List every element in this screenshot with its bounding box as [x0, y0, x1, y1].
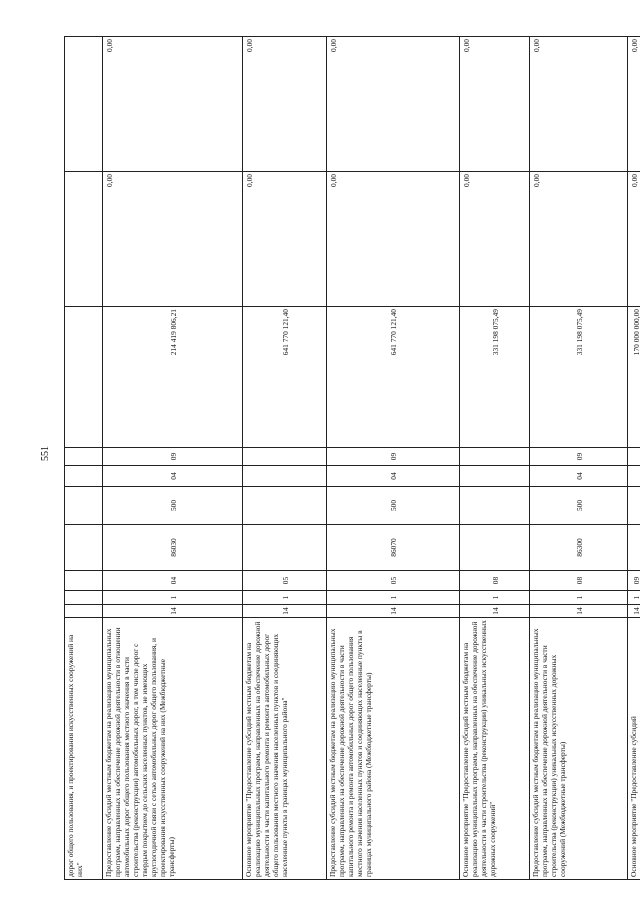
cell-name: Основное мероприятие "Предоставление субсидий [628, 618, 640, 880]
cell-s1: 641 770 121,40 [327, 307, 460, 448]
cell-c6 [628, 466, 640, 487]
cell-c2: 1 [327, 591, 460, 605]
cell-s3: 0,00 [243, 36, 327, 172]
cell-c3: 05 [327, 571, 460, 591]
cell-c4: 86030 [103, 525, 243, 571]
cell-c6 [460, 466, 530, 487]
cell-c7 [243, 448, 327, 466]
cell-c4 [460, 525, 530, 571]
cell-c6: 04 [530, 466, 628, 487]
cell-c6 [243, 466, 327, 487]
cell-c2: 1 [460, 591, 530, 605]
cell-s2: 0,00 [243, 172, 327, 307]
cell-c4 [628, 525, 640, 571]
cell-c2: 1 [243, 591, 327, 605]
cell-name: дорог общего пользования, и проектирования искусственных сооружений на них" [65, 618, 103, 880]
cell-name: Предоставление субсидий местным бюджетам на реализацию муниципальных программ, направленных на обеспечение дорожной деятельности в части капитального ремонта и ремонта автомобильных дорог общего пользования местного значения населенных пунктов и соединяющих населенные пункты в границах муниципального района (Межбюджетные трансферты) [327, 618, 460, 880]
cell-s3: 0,00 [628, 36, 640, 172]
cell-s1: 331 198 075,49 [460, 307, 530, 448]
cell-s2: 0,00 [460, 172, 530, 307]
table-row [64, 36, 103, 880]
cell-s1: 170 000 000,00 [628, 307, 640, 448]
cell-c2: 1 [103, 591, 243, 605]
cell-s2: 0,00 [530, 172, 628, 307]
cell-c5 [628, 487, 640, 525]
cell-c1: 14 [530, 605, 628, 618]
cell-c3: 09 [628, 571, 640, 591]
cell-c1: 14 [243, 605, 327, 618]
cell-c3 [65, 571, 103, 591]
cell-c3: 04 [103, 571, 243, 591]
cell-c6 [65, 466, 103, 487]
cell-c3: 08 [530, 571, 628, 591]
cell-name: Предоставление субсидий местным бюджетам на реализацию муниципальных программ, направленных на обеспечение дорожной деятельности в отношении автомобильных дорог общего пользования местного значения в части строительства (реконструкции) автомобильных дорог, в том числе дорог с твердым покрытием до сельских населенных пунктов, не имеющих круглогодичной связи с сетью автомобильных дорог общего пользования, и проектирования искусственных сооружений на них (Межбюджетные трансферты) [103, 618, 243, 880]
table-row [529, 36, 628, 880]
page-number [40, 445, 51, 461]
cell-c2: 1 [628, 591, 640, 605]
cell-name: Основное мероприятие "Предоставление субсидий местным бюджетам на реализацию муниципальных программ, направленных на обеспечение дорожной деятельности в части строительства (реконструкции) уникальных искусственных дорожных сооружений" [460, 618, 530, 880]
table-row [459, 36, 530, 880]
cell-c1 [65, 605, 103, 618]
cell-c7 [628, 448, 640, 466]
cell-c5: 500 [530, 487, 628, 525]
cell-c5 [65, 487, 103, 525]
cell-s2: 0,00 [628, 172, 640, 307]
cell-c4 [243, 525, 327, 571]
cell-s1: 214 419 806,21 [103, 307, 243, 448]
cell-c3: 05 [243, 571, 327, 591]
cell-s3 [65, 36, 103, 172]
cell-c6: 04 [327, 466, 460, 487]
cell-s2 [65, 172, 103, 307]
cell-s2: 0,00 [103, 172, 243, 307]
table-row [326, 36, 460, 880]
cell-c7 [65, 448, 103, 466]
cell-name: Предоставление субсидий местным бюджетам на реализацию муниципальных программ, направленных на обеспечение дорожной деятельности в части строительства (реконструкции) уникальных искусственных дорожных сооружений (Межбюджетные трансферты) [530, 618, 628, 880]
cell-c7: 09 [530, 448, 628, 466]
cell-s3: 0,00 [460, 36, 530, 172]
cell-c4: 86070 [327, 525, 460, 571]
cell-s3: 0,00 [103, 36, 243, 172]
cell-s2: 0,00 [327, 172, 460, 307]
cell-c5 [243, 487, 327, 525]
cell-c7: 09 [327, 448, 460, 466]
cell-c1: 14 [460, 605, 530, 618]
cell-c2: 1 [530, 591, 628, 605]
cell-s1: 331 198 075,49 [530, 307, 628, 448]
cell-c1: 14 [327, 605, 460, 618]
cell-c2 [65, 591, 103, 605]
cell-c3: 08 [460, 571, 530, 591]
table-row [242, 36, 327, 880]
cell-c5 [460, 487, 530, 525]
cell-c7 [460, 448, 530, 466]
cell-c5: 500 [103, 487, 243, 525]
table-row [627, 36, 640, 880]
cell-s3: 0,00 [530, 36, 628, 172]
cell-c1: 14 [103, 605, 243, 618]
cell-s1: 641 770 121,40 [243, 307, 327, 448]
cell-s3: 0,00 [327, 36, 460, 172]
cell-s1 [65, 307, 103, 448]
cell-c5: 500 [327, 487, 460, 525]
cell-c1: 14 [628, 605, 640, 618]
page-number-text: 551 [40, 445, 51, 461]
cell-c4: 86300 [530, 525, 628, 571]
cell-c6: 04 [103, 466, 243, 487]
cell-name: Основное мероприятие "Предоставление субсидий местным бюджетам на реализацию муниципальных программ, направленных на обеспечение дорожной деятельности в части капитального ремонта и ремонта автомобильных дорог общего пользования местного значения населенных пунктов и соединяющих населенные пункты в границах муниципального района" [243, 618, 327, 880]
budget-table-stage [64, 36, 640, 880]
cell-c4 [65, 525, 103, 571]
cell-c7: 09 [103, 448, 243, 466]
table-row [102, 36, 243, 880]
budget-table [64, 36, 640, 880]
